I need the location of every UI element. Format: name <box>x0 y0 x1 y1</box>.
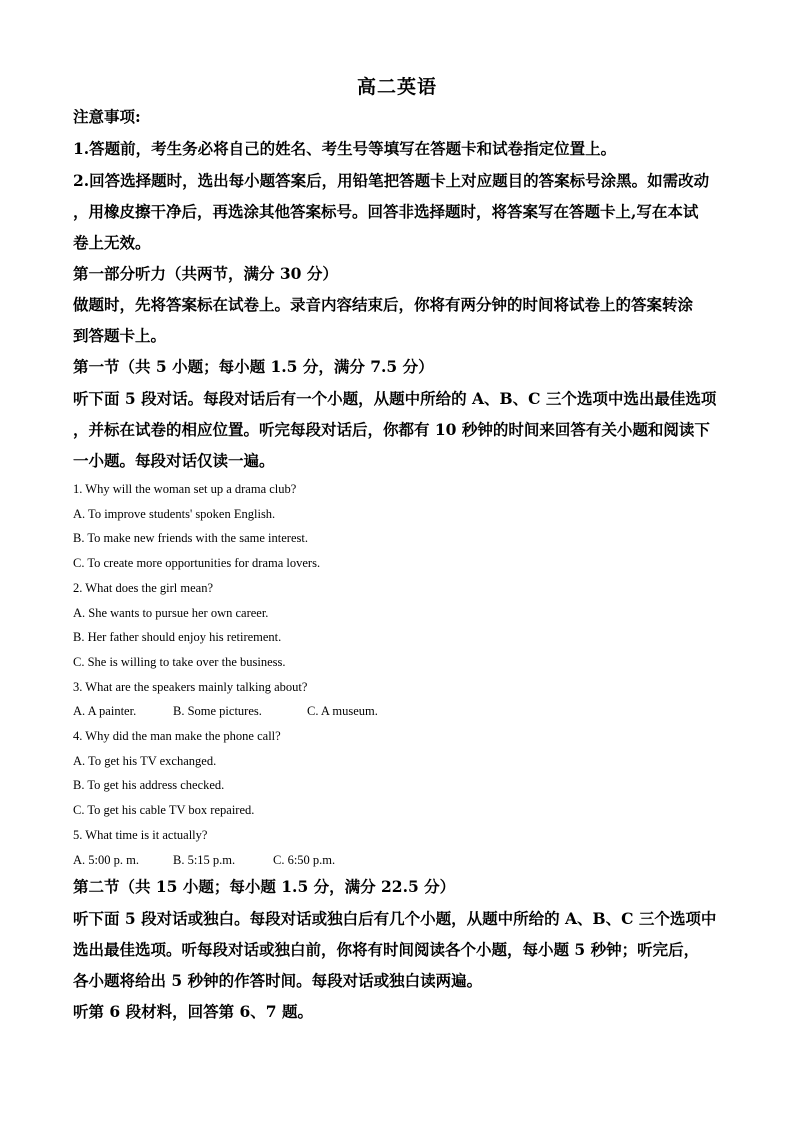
notice-heading: 注意事项: <box>73 107 141 126</box>
notice-item-1: 1.答题前，考生务必将自己的姓名、考生号等填写在答题卡和试卷指定位置上。 <box>73 139 617 158</box>
question-4-option-a: A. To get his TV exchanged. <box>73 754 217 768</box>
question-1-option-b: B. To make new friends with the same interest. <box>73 531 308 545</box>
question-5-option-a: A. 5:00 p. m. <box>73 853 139 867</box>
question-4-option-c: C. To get his cable TV box repaired. <box>73 803 255 817</box>
question-3-option-a: A. A painter. <box>73 704 137 718</box>
part1-instruction-line-1: 做题时，先将答案标在试卷上。录音内容结束后，你将有两分钟的时间将试卷上的答案转涂 <box>73 295 694 314</box>
section2-heading: 第二节（共 15 小题；每小题 1.5 分，满分 22.5 分） <box>73 877 456 896</box>
question-5-stem: 5. What time is it actually? <box>73 828 208 842</box>
question-1-stem: 1. Why will the woman set up a drama club? <box>73 482 297 496</box>
section1-instruction-line-2: ，并标在试卷的相应位置。听完每段对话后，你都有 10 秒钟的时间来回答有关小题和阅读下 <box>73 420 710 439</box>
question-5-option-c: C. 6:50 p.m. <box>273 853 336 867</box>
question-4-stem: 4. Why did the man make the phone call? <box>73 729 281 743</box>
section1-instruction-line-1: 听下面 5 段对话。每段对话后有一个小题，从题中所给的 A、B、C 三个选项中选出最佳选项 <box>73 389 717 408</box>
question-2-option-b: B. Her father should enjoy his retirement. <box>73 630 282 644</box>
question-2-option-c: C. She is willing to take over the business. <box>73 655 286 669</box>
question-4-option-b: B. To get his address checked. <box>73 778 225 792</box>
notice-item-2-line-2: ，用橡皮擦干净后，再选涂其他答案标号。回答非选择题时，将答案写在答题卡上,写在本试 <box>73 202 699 221</box>
question-1-option-c: C. To create more opportunities for drama lovers. <box>73 556 321 570</box>
notice-item-2-line-1: 2.回答选择题时，选出每小题答案后，用铅笔把答题卡上对应题目的答案标号涂黑。如需改动 <box>73 171 710 190</box>
question-3-stem: 3. What are the speakers mainly talking about? <box>73 680 308 694</box>
question-3-option-b: B. Some pictures. <box>173 704 262 718</box>
notice-item-2-line-3: 卷上无效。 <box>73 233 151 252</box>
page-title: 高二英语 <box>356 76 437 98</box>
question-3-options <box>73 702 378 720</box>
section2-instruction-line-2: 选出最佳选项。听每段对话或独白前，你将有时间阅读各个小题，每小题 5 秒钟；听完后， <box>73 940 700 959</box>
section2-instruction-line-1: 听下面 5 段对话或独白。每段对话或独白后有几个小题，从题中所给的 A、B、C 三个选项中 <box>73 909 717 928</box>
section2-material-6: 听第 6 段材料，回答第 6、7 题。 <box>73 1002 313 1021</box>
section1-heading: 第一节（共 5 小题；每小题 1.5 分，满分 7.5 分） <box>73 357 434 376</box>
question-2-stem: 2. What does the girl mean? <box>73 581 214 595</box>
question-2-option-a: A. She wants to pursue her own career. <box>73 606 269 620</box>
section2-instruction-line-3: 各小题将给出 5 秒钟的作答时间。每段对话或独白读两遍。 <box>73 971 483 990</box>
section1-instruction-line-3: 一小题。每段对话仅读一遍。 <box>73 451 275 470</box>
question-5-options <box>73 851 335 869</box>
question-1-option-a: A. To improve students' spoken English. <box>73 507 276 521</box>
question-3-option-c: C. A museum. <box>307 704 378 718</box>
part1-heading: 第一部分听力（共两节，满分 30 分） <box>73 264 338 283</box>
part1-instruction-line-2: 到答题卡上。 <box>73 326 167 345</box>
question-5-option-b: B. 5:15 p.m. <box>173 853 236 867</box>
